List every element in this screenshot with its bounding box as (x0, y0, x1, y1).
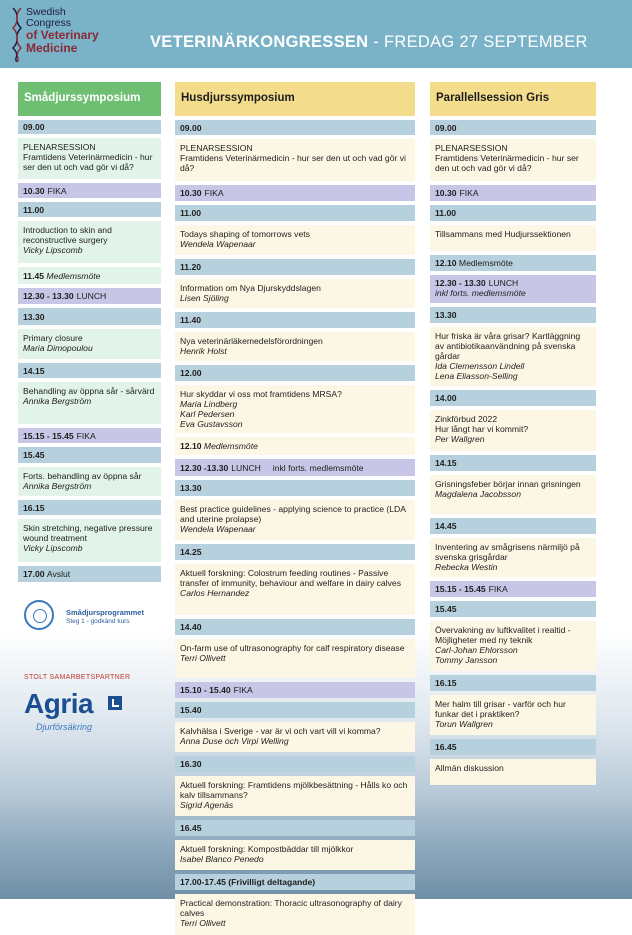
meeting-slot (18, 267, 161, 284)
speaker-name: Carl-Johan Ehlorsson (435, 645, 518, 655)
session-title: Nya veterinärläkemedelsförordningen (180, 336, 323, 346)
speaker-name: Annika Bergström (23, 481, 92, 491)
slot-time: 14.15 (435, 458, 457, 468)
session-title: PLENARSESSION (23, 142, 96, 152)
break-line (180, 685, 253, 695)
break-slot (175, 185, 415, 201)
session-block (18, 467, 161, 496)
speaker-name: Terri Ollivett (180, 918, 226, 928)
break-slot (430, 581, 596, 597)
session-title: Information om Nya Djurskyddslagen (180, 283, 321, 293)
session-block (430, 475, 596, 514)
session-title: PLENARSESSION (435, 143, 508, 153)
session-block (18, 138, 161, 179)
meeting-time: 11.45 (23, 270, 45, 281)
break-line (435, 278, 591, 288)
speaker-name: Wendela Wapenaar (180, 239, 256, 249)
session-title: Hur skyddar vi oss mot framtidens MRSA? (180, 389, 342, 399)
time-slot (175, 480, 415, 496)
agria-logo: Agria (24, 688, 94, 719)
badge-title: Smådjursprogrammet (66, 608, 144, 617)
break-time: 10.30 (180, 188, 202, 198)
slot-time: 11.00 (23, 204, 45, 215)
session-block (430, 327, 596, 386)
slot-time: 11.20 (180, 262, 202, 272)
speaker-name: Isabel Blanco Penedo (180, 854, 264, 864)
title-main: VETERINÄRKONGRESSEN (150, 33, 369, 51)
session-title: Tillsammans med Hudjurssektionen (435, 229, 571, 239)
session-title: Framtidens Veterinärmedicin - hur ser den ut och vad gör vi då? (23, 152, 153, 172)
slot-time: 16.45 (435, 742, 457, 752)
time-slot (175, 619, 415, 635)
slot-time: 15.45 (435, 604, 457, 614)
break-label: FIKA (488, 584, 508, 594)
time-slot (430, 601, 596, 617)
column-husdjur (175, 82, 415, 935)
session-title: Kalvhälsa i Sverige - var är vi och vart vill vi komma? (180, 726, 381, 736)
session-block (430, 410, 596, 451)
slot-time: 09.00 (23, 122, 45, 132)
break-label: FIKA (47, 185, 67, 196)
session-title: Aktuell forskning: Colostrum feeding routines - Passive transfer of immunity, behaviour and welfare in dairy calves (180, 568, 401, 588)
column-smadjur (18, 82, 161, 582)
meeting-slot (175, 437, 415, 455)
session-title: PLENARSESSION (180, 143, 253, 153)
session-title: Övervakning av luftkvalitet i realtid - Möjligheter med ny teknik (435, 625, 571, 645)
time-slot (18, 120, 161, 134)
session-title: Skin stretching, negative pressure wound treatment (23, 523, 153, 543)
session-title: Forts. behandling av öppna sår (23, 471, 142, 481)
slot-label: Medlemsmöte (458, 258, 513, 268)
session-title: Framtidens Veterinärmedicin - hur ser den ut och vad gör vi då? (435, 153, 579, 173)
slot-label: (Frivilligt deltagande) (228, 877, 316, 887)
meeting-label: Medlemsmöte (203, 441, 258, 451)
session-block (175, 840, 415, 870)
session-title: Mer halm till grisar - varför och hur funkar det i praktiken? (435, 699, 566, 719)
column-header: Smådjurssymposium (18, 82, 161, 116)
slot-time: 09.00 (435, 122, 457, 133)
session-block (175, 500, 415, 540)
title-date: - FREDAG 27 SEPTEMBER (368, 33, 588, 51)
time-slot (18, 566, 161, 582)
slot-time: 11.00 (435, 208, 457, 218)
meeting-time: 12.10 (180, 441, 202, 451)
break-label: LUNCH (76, 291, 107, 301)
session-block (18, 519, 161, 562)
session-block (430, 538, 596, 577)
badge-subtitle: Steg 1 - godkänd kurs (66, 618, 130, 625)
break-slot (430, 275, 596, 303)
course-seal-icon (24, 600, 54, 630)
break-label: LUNCH (488, 278, 519, 288)
speaker-name: Vicky Lipscomb (23, 543, 83, 553)
session-block (175, 279, 415, 308)
slot-time: 14.00 (435, 393, 457, 403)
session-title: Introduction to skin and reconstructive surgery (23, 225, 112, 245)
partner-label: STOLT SAMARBETSPARTNER (24, 674, 131, 681)
time-slot (430, 255, 596, 271)
break-slot (175, 682, 415, 698)
break-label: LUNCH inkl forts. medlemsmöte (231, 462, 364, 473)
time-slot (175, 120, 415, 135)
speaker-name: Karl Pedersen (180, 409, 235, 419)
slot-time: 16.45 (180, 823, 202, 833)
break-label: FIKA (233, 685, 253, 695)
session-title: Practical demonstration: Thoracic ultrasonography of dairy calves (180, 898, 402, 918)
speaker-name: Carlos Hernandez (180, 588, 250, 598)
congress-logo (10, 4, 135, 64)
session-title: Inventering av smågrisens närmiljö på svenska grisgårdar (435, 542, 580, 562)
session-block (430, 225, 596, 251)
time-slot (430, 205, 596, 221)
session-title: Zinkförbud 2022 (435, 414, 498, 424)
slot-time: 13.30 (180, 483, 202, 493)
break-slot (18, 183, 161, 198)
time-slot (18, 500, 161, 515)
time-slot (18, 308, 161, 325)
slot-time: 13.30 (23, 311, 45, 322)
session-title: Grisningsfeber börjar innan grisningen (435, 479, 581, 489)
column-gris (430, 82, 596, 785)
break-label: FIKA (204, 188, 224, 198)
session-block (18, 221, 161, 263)
session-title: Allmän diskussion (435, 763, 504, 773)
break-line (180, 188, 224, 198)
speaker-name: Henrik Holst (180, 346, 227, 356)
time-slot (175, 820, 415, 836)
slot-time: 12.00 (180, 368, 202, 378)
slot-time: 15.40 (180, 705, 202, 715)
time-slot (18, 363, 161, 378)
session-title: On-farm use of ultrasonography for calf respiratory disease (180, 643, 405, 653)
time-slot (175, 874, 415, 890)
slot-time: 14.15 (23, 365, 45, 376)
session-block (430, 695, 596, 735)
break-time: 12.30 - 13.30 (23, 291, 74, 301)
slot-time: 14.45 (435, 521, 457, 531)
break-line (435, 188, 479, 198)
session-block (18, 329, 161, 359)
time-slot (18, 447, 161, 463)
time-slot (175, 756, 415, 772)
time-slot (175, 544, 415, 560)
break-note: inkl forts. medlemsmöte (435, 288, 526, 298)
slot-time: 16.15 (435, 678, 457, 688)
time-slot (430, 307, 596, 323)
session-block (175, 139, 415, 181)
session-block (430, 139, 596, 181)
break-time: 15.10 - 15.40 (180, 685, 231, 695)
speaker-name: Wendela Wapenaar (180, 524, 256, 534)
speaker-name: Torun Wallgren (435, 719, 493, 729)
session-block (175, 564, 415, 615)
slot-time: 14.25 (180, 547, 202, 557)
speaker-name: Sigrid Agenäs (180, 800, 234, 810)
speaker-name: Maria Dimopoulou (23, 343, 93, 353)
session-block (175, 332, 415, 361)
meeting-label: Medlemsmöte (46, 270, 101, 281)
session-title: Behandling av öppna sår - sårvärd (23, 386, 155, 396)
slot-time: 14.40 (180, 622, 202, 632)
speaker-name: Annika Bergström (23, 396, 92, 406)
time-slot (175, 259, 415, 275)
break-time: 10.30 (435, 188, 457, 198)
logo-line-1: Swedish (26, 6, 66, 18)
session-title: Hur friska är våra grisar? Kartläggning av antibiotikaanvändning på svenska gårdar (435, 331, 581, 361)
break-time: 12.30 -13.30 (180, 462, 229, 473)
time-slot (430, 675, 596, 691)
slot-time: 17.00-17.45 (180, 877, 226, 887)
session-title: Best practice guidelines - applying science to practice (LDA and uterine prolapse) (180, 504, 406, 524)
session-block (18, 382, 161, 424)
break-line (23, 291, 106, 301)
break-slot (175, 459, 415, 476)
time-slot (430, 120, 596, 135)
session-block (175, 894, 415, 935)
session-block (175, 385, 415, 433)
dna-helix-icon (10, 6, 24, 62)
speaker-name: Tommy Jansson (435, 655, 498, 665)
session-block (430, 759, 596, 785)
session-block (430, 621, 596, 671)
break-time: 15.15 - 15.45 (23, 430, 74, 441)
agria-tagline: Djurförsäkring (36, 722, 93, 732)
speaker-name: Per Wallgren (435, 434, 485, 444)
time-slot (18, 202, 161, 217)
break-time: 10.30 (23, 185, 45, 196)
speaker-name: Terri Ollivett (180, 653, 226, 663)
slot-time: 15.45 (23, 450, 45, 460)
speaker-name: Magdalena Jacobsson (435, 489, 521, 499)
session-title: Hur långt har vi kommit? (435, 424, 529, 434)
time-slot (430, 390, 596, 406)
break-line (435, 584, 508, 594)
speaker-name: Ida Clemensson Lindell (435, 361, 525, 371)
agria-mark-icon (108, 696, 122, 710)
break-line (23, 186, 67, 196)
break-label: FIKA (459, 188, 479, 198)
logo-line-3: of Veterinary (26, 28, 99, 42)
slot-time: 11.40 (180, 315, 202, 325)
session-block (175, 722, 415, 752)
session-title: Aktuell forskning: Framtidens mjölkbesättning - Hålls ko och kalv tillsammans? (180, 780, 408, 800)
time-slot (175, 205, 415, 221)
break-line (23, 431, 96, 441)
slot-time: 17.00 (23, 569, 45, 579)
slot-time: 13.30 (435, 310, 457, 320)
column-header: Husdjurssymposium (175, 82, 415, 116)
slot-time: 11.00 (180, 208, 202, 218)
break-label: FIKA (76, 430, 96, 441)
time-slot (430, 739, 596, 755)
speaker-name: Eva Gustavsson (180, 419, 243, 429)
break-slot (18, 428, 161, 443)
session-title: Todays shaping of tomorrows vets (180, 229, 310, 239)
break-line (180, 463, 364, 473)
break-slot (430, 185, 596, 201)
session-block (175, 776, 415, 816)
time-slot (175, 365, 415, 381)
speaker-name: Lena Eliasson-Selling (435, 371, 518, 381)
session-block (175, 639, 415, 678)
column-header: Parallellsession Gris (430, 82, 596, 116)
logo-line-2: Congress (26, 17, 71, 29)
speaker-name: Rebecka Westin (435, 562, 498, 572)
slot-time: 16.15 (23, 502, 45, 513)
time-slot (430, 455, 596, 471)
slot-time: 09.00 (180, 122, 202, 133)
page-title (150, 33, 588, 52)
speaker-name: Anna Duse och Virpi Welling (180, 736, 289, 746)
session-title: Aktuell forskning: Kompostbäddar till mjölkkor (180, 844, 354, 854)
speaker-name: Lisen Sjöling (180, 293, 229, 303)
slot-time: 12.10 (435, 258, 457, 268)
slot-time: 16.30 (180, 759, 202, 769)
slot-label: Avslut (46, 569, 71, 579)
session-title: Primary closure (23, 333, 83, 343)
speaker-name: Maria Lindberg (180, 399, 238, 409)
break-time: 12.30 - 13.30 (435, 278, 486, 288)
time-slot (175, 312, 415, 328)
time-slot (175, 702, 415, 718)
header-bar (0, 0, 632, 68)
break-time: 15.15 - 15.45 (435, 584, 486, 594)
session-title: Framtidens Veterinärmedicin - hur ser den ut och vad gör vi då? (180, 153, 406, 173)
time-slot (430, 518, 596, 534)
logo-line-4: Medicine (26, 41, 78, 55)
speaker-name: Vicky Lipscomb (23, 245, 83, 255)
session-block (175, 225, 415, 255)
break-slot (18, 288, 161, 304)
